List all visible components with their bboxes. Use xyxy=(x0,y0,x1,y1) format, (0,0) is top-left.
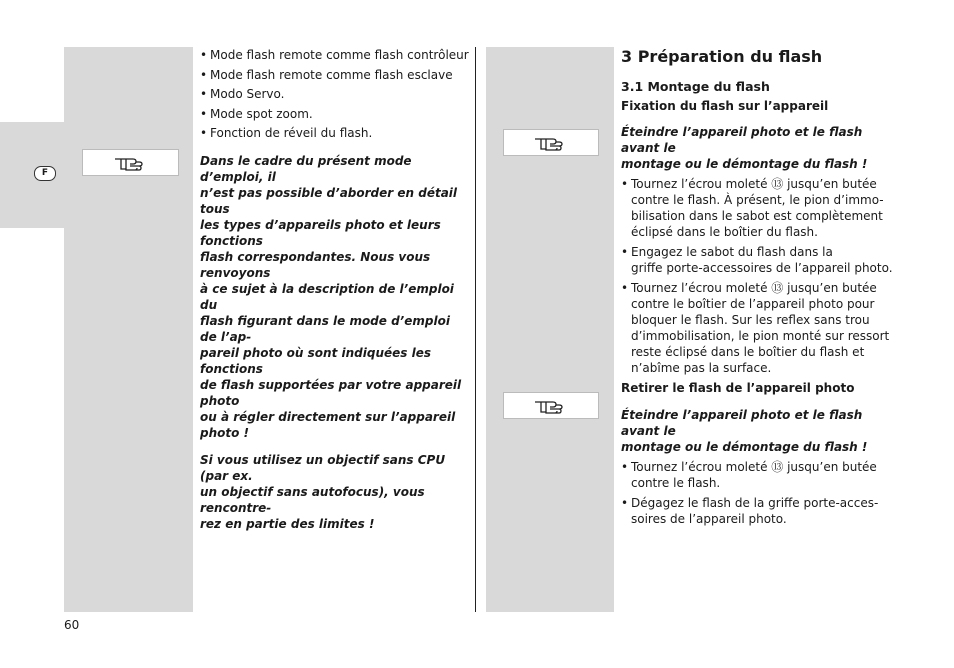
note-line: flash figurant dans le mode d’emploi de l’ap- xyxy=(200,314,450,344)
list-item: • Mode flash remote comme flash esclave xyxy=(200,67,470,83)
note-marker xyxy=(82,149,179,176)
step-line: • Tournez l’écrou moleté ⑬ jusqu’en butée xyxy=(631,460,877,474)
column-divider xyxy=(475,47,476,612)
list-item xyxy=(621,495,901,527)
note-line: rez en partie des limites ! xyxy=(200,517,375,531)
note-marker xyxy=(503,392,599,419)
step-line: bilisation dans le sabot est complètement xyxy=(631,209,883,223)
step-line: contre le flash. xyxy=(631,476,721,490)
list-item: • Modo Servo. xyxy=(200,86,470,102)
note-line: ou à régler directement sur l’appareil photo ! xyxy=(200,410,456,440)
list-item: • Mode flash remote comme flash contrôleur xyxy=(200,47,470,63)
note-line: Si vous utilisez un objectif sans CPU (par ex. xyxy=(200,453,446,483)
step-line: • Tournez l’écrou moleté ⑬ jusqu’en butée xyxy=(631,177,877,191)
step-line: bloquer le flash. Sur les reflex sans trou xyxy=(631,313,870,327)
note-line: n’est pas possible d’aborder en détail tous xyxy=(200,186,458,216)
pointing-hand-icon xyxy=(113,154,149,172)
warning-note xyxy=(621,407,901,455)
warning-note xyxy=(621,124,901,172)
step-line: • Dégagez le flash de la griffe porte-acces- xyxy=(631,496,879,510)
note-line: pareil photo où sont indiquées les fonctions xyxy=(200,346,431,376)
warning-line: montage ou le démontage du flash ! xyxy=(621,157,868,171)
list-item: • Mode spot zoom. xyxy=(200,106,470,122)
step-line: contre le boîtier de l’appareil photo pour xyxy=(631,297,875,311)
step-line: d’immobilisation, le pion monté sur ressort xyxy=(631,329,890,343)
note-line: un objectif sans autofocus), vous rencontre- xyxy=(200,485,425,515)
remove-heading: Retirer le flash de l’appareil photo xyxy=(621,381,855,395)
step-line: • Tournez l’écrou moleté ⑬ jusqu’en butée xyxy=(631,281,877,295)
section-title: 3 Préparation du flash xyxy=(621,47,823,66)
step-line: éclipsé dans le boîtier du flash. xyxy=(631,225,818,239)
warning-line: Éteindre l’appareil photo et le flash avant le xyxy=(621,125,863,155)
note-line: les types d’appareils photo et leurs fonctions xyxy=(200,218,441,248)
list-item xyxy=(621,176,901,240)
note-line: flash correspondantes. Nous vous renvoyons xyxy=(200,250,431,280)
note-line: Dans le cadre du présent mode d’emploi, il xyxy=(200,154,412,184)
cpu-note xyxy=(200,452,470,532)
fixation-heading: Fixation du flash sur l’appareil xyxy=(621,99,829,113)
step-line: griffe porte-accessoires de l’appareil photo. xyxy=(631,261,893,275)
camera-note xyxy=(200,153,470,441)
step-line: • Engagez le sabot du flash dans la xyxy=(631,245,833,259)
note-line: de flash supportées par votre appareil photo xyxy=(200,378,462,408)
page-number: 60 xyxy=(64,618,80,632)
note-marker xyxy=(503,129,599,156)
list-item xyxy=(621,244,901,276)
remove-steps xyxy=(621,459,901,527)
step-line: reste éclipsé dans le boîtier du flash et xyxy=(631,345,865,359)
note-line: à ce sujet à la description de l’emploi du xyxy=(200,282,454,312)
feature-list xyxy=(200,47,470,141)
list-item: • Fonction de réveil du flash. xyxy=(200,125,470,141)
list-item xyxy=(621,459,901,491)
left-text-column xyxy=(200,47,470,532)
pointing-hand-icon xyxy=(533,397,569,415)
step-line: soires de l’appareil photo. xyxy=(631,512,787,526)
left-margin-column xyxy=(64,47,193,612)
language-badge: F xyxy=(34,166,56,181)
warning-line: Éteindre l’appareil photo et le flash avant le xyxy=(621,408,863,438)
step-line: n’abîme pas la surface. xyxy=(631,361,772,375)
mount-steps xyxy=(621,176,901,376)
pointing-hand-icon xyxy=(533,134,569,152)
list-item xyxy=(621,280,901,376)
subsection-title: 3.1 Montage du flash xyxy=(621,79,770,94)
step-line: contre le flash. À présent, le pion d’immo- xyxy=(631,193,884,207)
right-text-column xyxy=(621,47,901,531)
warning-line: montage ou le démontage du flash ! xyxy=(621,440,868,454)
